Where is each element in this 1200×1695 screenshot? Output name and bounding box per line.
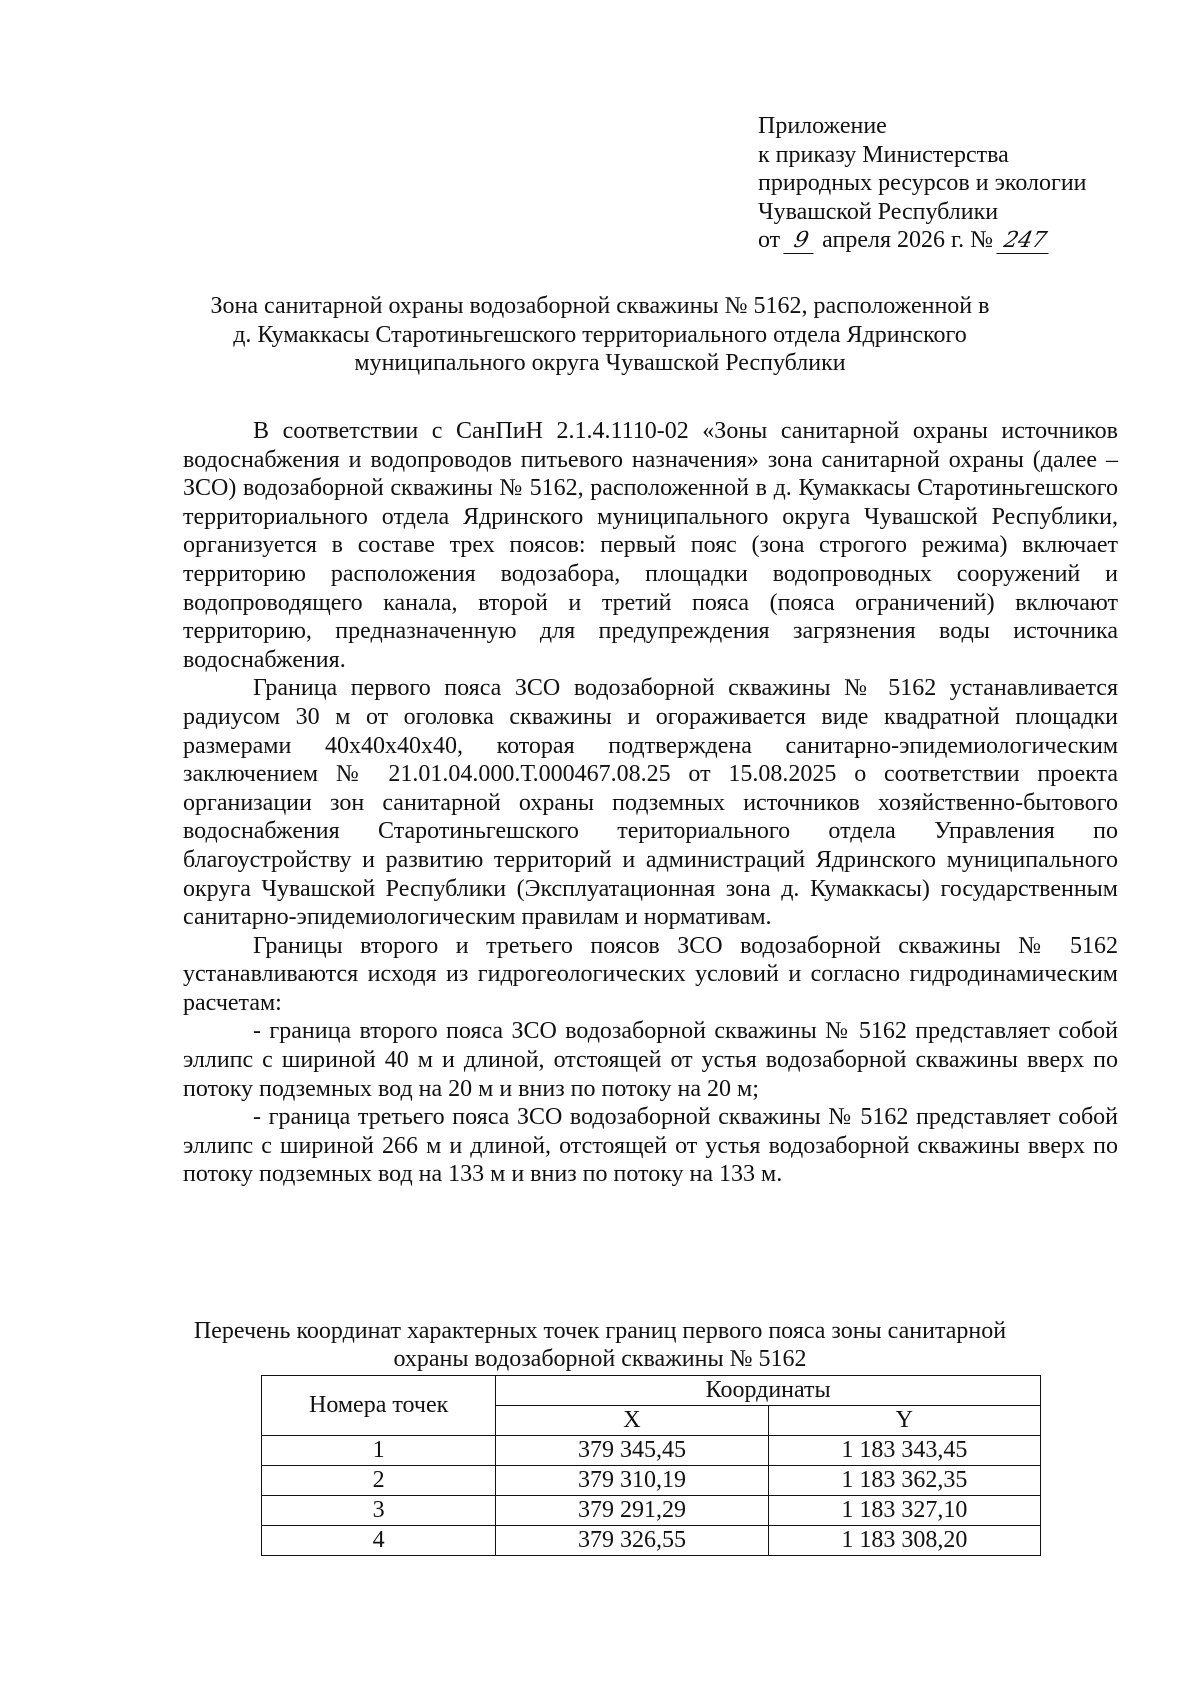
coordinate-x: 379 310,19 <box>496 1466 768 1496</box>
header-x: X <box>496 1406 768 1436</box>
appendix-line: к приказу Министерства <box>758 141 1009 168</box>
coordinate-y: 1 183 308,20 <box>768 1526 1040 1556</box>
appendix-line: Чувашской Республики <box>758 198 999 225</box>
caption-line: Перечень координат характерных точек границ первого пояса зоны санитарной <box>193 1318 1007 1344</box>
coordinate-y: 1 183 327,10 <box>768 1496 1040 1526</box>
appendix-header <box>758 112 1087 255</box>
appendix-line: природных ресурсов и экологии <box>758 170 1087 196</box>
title-line: д. Кумаккасы Старотиньгешского территориального отдела Ядринского <box>233 321 967 348</box>
appendix-line: Приложение <box>758 113 887 139</box>
table-row <box>262 1436 1041 1466</box>
document-title <box>180 292 1020 378</box>
coordinate-x: 379 326,55 <box>496 1526 768 1556</box>
point-number: 1 <box>262 1436 496 1466</box>
header-coordinates: Координаты <box>496 1376 1041 1406</box>
coordinate-x: 379 345,45 <box>496 1436 768 1466</box>
table-row <box>262 1526 1041 1556</box>
table-row <box>262 1466 1041 1496</box>
caption-line: охраны водозаборной скважины № 5162 <box>393 1346 807 1372</box>
date-middle: апреля 2026 г. № <box>822 227 994 253</box>
handwritten-day: 9 <box>784 229 819 254</box>
title-line: Зона санитарной охраны водозаборной скважины № 5162, расположенной в <box>210 293 990 319</box>
paragraph-intro: В соответствии с СанПиН 2.1.4.1110-02 «Зоны санитарной охраны источников водоснабжения и водопроводов питьевого назначения» зона санитарной охраны (далее – ЗСО) водозаборной скважины № 5162, расположенной в д. Кумаккасы Старотиньгешского территориального отдела Ядринского муниципального округа Чувашской Республики, организуется в составе трех поясов: первый пояс (зона строгого режима) включает территорию расположения водозабора, площадки водопроводных сооружений и водопроводящего канала, второй и третий пояса (пояса ограничений) включают территорию, предназначенную для предупреждения загрязнения воды источника водоснабжения. <box>183 418 1118 673</box>
header-y: Y <box>768 1406 1040 1436</box>
appendix-date-line <box>758 226 1087 255</box>
table-caption <box>150 1317 1050 1373</box>
point-number: 2 <box>262 1466 496 1496</box>
coordinate-x: 379 291,29 <box>496 1496 768 1526</box>
paragraph-second-third-belts: Границы второго и третьего поясов ЗСО водозаборной скважины № 5162 устанавливаются исходя из гидрогеологических условий и согласно гидродинамическим расчетам: <box>183 932 1118 1016</box>
coordinate-y: 1 183 362,35 <box>768 1466 1040 1496</box>
coordinates-table <box>261 1375 1041 1556</box>
date-prefix: от <box>758 227 781 253</box>
point-number: 3 <box>262 1496 496 1526</box>
table-header-row <box>262 1376 1041 1406</box>
title-line: муниципального округа Чувашской Республики <box>354 350 846 376</box>
paragraph-third-belt-boundary: - граница третьего пояса ЗСО водозаборной скважины № 5162 представляет собой эллипс с шириной 266 м и длиной, отстоящей от устья водозаборной скважины вверх по потоку подземных вод на 133 м и вниз по потоку на 133 м. <box>183 1104 1118 1188</box>
point-number: 4 <box>262 1526 496 1556</box>
coordinate-y: 1 183 343,45 <box>768 1436 1040 1466</box>
document-body <box>183 417 1118 1189</box>
paragraph-first-belt: Граница первого пояса ЗСО водозаборной скважины № 5162 устанавливается радиусом 30 м от оголовка скважины и огораживается виде квадратной площадки размерами 40х40х40х40, которая подтверждена санитарно-эпидемиологическим заключением № 21.01.04.000.Т.000467.08.25 от 15.08.2025 о соответствии проекта организации зон санитарной охраны подземных источников хозяйственно-бытового водоснабжения Старотиньгешского териториального отдела Управления по благоустройству и развитию территорий и администраций Ядринского муниципального округа Чувашской Республики (Эксплуатационная зона д. Кумаккасы) государственным санитарно-эпидемиологическим правилам и нормативам. <box>183 675 1118 931</box>
paragraph-second-belt-boundary: - граница второго пояса ЗСО водозаборной скважины № 5162 представляет собой эллипс с шириной 40 м и длиной, отстоящей от устья водозаборной скважины вверх по потоку подземных вод на 20 м и вниз по потоку на 20 м; <box>183 1018 1118 1102</box>
table-row <box>262 1496 1041 1526</box>
header-point-numbers: Номера точек <box>262 1376 496 1436</box>
handwritten-order-number: 247 <box>996 229 1053 254</box>
